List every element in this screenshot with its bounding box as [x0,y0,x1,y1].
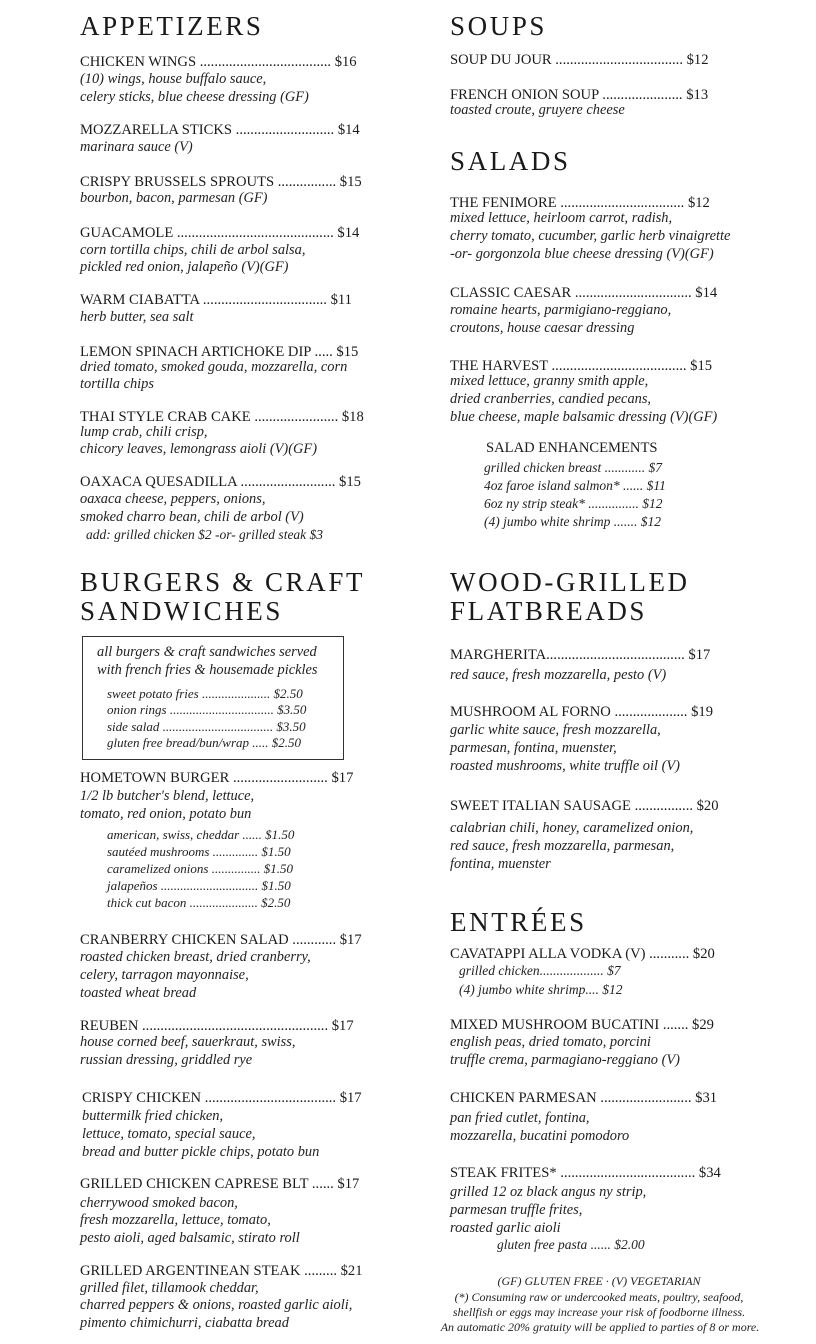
item-description: grilled filet, tillamook cheddar, [80,1280,259,1296]
item-description: pickled red onion, jalapeño (V)(GF) [80,259,289,275]
item-addon-note: add: grilled chicken $2 -or- grilled steak $3 [86,527,324,542]
item-description: mozzarella, bucatini pomodoro [450,1128,630,1144]
item-description: toasted wheat bread [80,985,197,1001]
item-brussels-sprouts: CRISPY BRUSSELS SPROUTS ................ $15 [80,174,362,190]
item-description: buttermilk fried chicken, [82,1108,224,1124]
burger-addon: american, swiss, cheddar ...... $1.50 [107,827,295,842]
item-description: lump crab, chili crisp, [80,424,208,440]
item-mushroom-bucatini: MIXED MUSHROOM BUCATINI ....... $29 [450,1017,714,1033]
item-description: cherrywood smoked bacon, [80,1195,238,1211]
item-margherita: MARGHERITA...................................... $17 [450,647,711,663]
heading-burgers-line1: BURGERS & CRAFT [80,567,366,597]
entree-addon: gluten free pasta ...... $2.00 [497,1237,645,1252]
item-description: parmesan truffle frites, [450,1202,583,1218]
item-description: red sauce, fresh mozzarella, pesto (V) [450,667,667,683]
box-note: all burgers & craft sandwiches served [97,644,317,660]
item-sweet-italian-sausage: SWEET ITALIAN SAUSAGE ................ $20 [450,798,719,814]
heading-flatbreads-line1: WOOD-GRILLED [450,567,690,597]
item-description: -or- gorgonzola blue cheese dressing (V)(GF) [450,246,714,262]
item-description: grilled 12 oz black angus ny strip, [450,1184,647,1200]
side-option: side salad .................................. $3.50 [107,719,306,734]
enhancement-option: 4oz faroe island salmon* ...... $11 [484,478,666,493]
item-french-onion-soup: FRENCH ONION SOUP ...................... $13 [450,87,709,103]
item-description: garlic white sauce, fresh mozzarella, [450,722,661,738]
item-description: pimento chimichurri, ciabatta bread [80,1315,289,1331]
heading-salads: SALADS [450,146,571,176]
heading-burgers-line2: SANDWICHES [80,596,284,626]
burger-addon: jalapeños .............................. $1.50 [107,878,291,893]
food-safety-notice: (*) Consuming raw or undercooked meats, poultry, seafood, [454,1290,744,1304]
side-option: gluten free bread/bun/wrap ..... $2.50 [107,735,302,750]
item-description: fontina, muenster [450,856,551,872]
burger-addon: sautéed mushrooms .............. $1.50 [107,844,291,859]
item-description: fresh mozzarella, lettuce, tomato, [80,1212,271,1228]
item-description: mixed lettuce, granny smith apple, [450,373,649,389]
item-description: red sauce, fresh mozzarella, parmesan, [450,838,675,854]
item-description: chicory leaves, lemongrass aioli (V)(GF) [80,441,317,457]
item-description: charred peppers & onions, roasted garlic aioli, [80,1297,353,1313]
item-description: truffle crema, parmagiano-reggiano (V) [450,1052,680,1068]
burger-addon: thick cut bacon ..................... $2.50 [107,895,291,910]
item-steak-frites: STEAK FRITES* ..................................... $34 [450,1165,721,1181]
item-description: parmesan, fontina, muenster, [450,740,617,756]
burger-addon: caramelized onions ............... $1.50 [107,861,293,876]
heading-entrees: ENTRÉES [450,907,587,937]
item-reuben: REUBEN ................................................... $17 [80,1018,354,1034]
item-description: corn tortilla chips, chili de arbol salsa, [80,242,306,258]
item-description: celery sticks, blue cheese dressing (GF) [80,89,309,105]
item-description: russian dressing, griddled rye [80,1052,253,1068]
item-cranberry-chicken-salad: CRANBERRY CHICKEN SALAD ............ $17 [80,932,362,948]
entree-addon: grilled chicken................... $7 [459,963,621,978]
item-description: dried tomato, smoked gouda, mozzarella, corn [80,359,348,375]
item-description: mixed lettuce, heirloom carrot, radish, [450,210,673,226]
item-warm-ciabatta: WARM CIABATTA .................................. $11 [80,292,352,308]
item-description: roasted garlic aioli [450,1220,561,1236]
heading-flatbreads-line2: FLATBREADS [450,596,648,626]
item-oaxaca-quesadilla: OAXACA QUESADILLA .......................... $15 [80,474,361,490]
item-description: smoked charro bean, chili de arbol (V) [80,509,304,525]
item-mozzarella-sticks: MOZZARELLA STICKS ........................... $14 [80,122,360,138]
item-argentinean-steak: GRILLED ARGENTINEAN STEAK ......... $21 [80,1263,363,1279]
item-description: toasted croute, gruyere cheese [450,102,625,118]
item-description: herb butter, sea salt [80,309,194,325]
side-option: onion rings ................................ $3.50 [107,702,307,717]
item-description: blue cheese, maple balsamic dressing (V)(GF) [450,409,718,425]
item-description: pan fried cutlet, fontina, [450,1110,590,1126]
item-chicken-wings: CHICKEN WINGS .................................... $16 [80,54,357,70]
item-chicken-parmesan: CHICKEN PARMESAN ......................... $31 [450,1090,718,1106]
item-description: bread and butter pickle chips, potato bun [82,1144,320,1160]
item-description: 1/2 lb butcher's blend, lettuce, [80,788,255,804]
item-description: roasted mushrooms, white truffle oil (V) [450,758,680,774]
item-description: dried cranberries, candied pecans, [450,391,652,407]
item-soup-du-jour: SOUP DU JOUR ................................... $12 [450,52,709,68]
enhancement-option: grilled chicken breast ............ $7 [484,460,662,475]
item-caprese-blt: GRILLED CHICKEN CAPRESE BLT ...... $17 [80,1176,360,1192]
item-description: (10) wings, house buffalo sauce, [80,71,267,87]
food-safety-notice: shellfish or eggs may increase your risk of foodborne illness. [452,1305,746,1319]
entree-addon: (4) jumbo white shrimp.... $12 [459,982,623,997]
side-option: sweet potato fries ..................... $2.50 [107,686,303,701]
dietary-legend: (GF) GLUTEN FREE · (V) VEGETARIAN [497,1274,701,1288]
item-description: roasted chicken breast, dried cranberry, [80,949,311,965]
item-description: romaine hearts, parmigiano-reggiano, [450,302,672,318]
enhancement-option: (4) jumbo white shrimp ....... $12 [484,514,661,529]
item-description: oaxaca cheese, peppers, onions, [80,491,266,507]
item-description: calabrian chili, honey, caramelized onion, [450,820,694,836]
item-classic-caesar: CLASSIC CAESAR ................................ $14 [450,285,718,301]
item-the-fenimore: THE FENIMORE .................................. $12 [450,195,710,211]
gratuity-notice: An automatic 20% gratuity will be applied to parties of 8 or more. [440,1320,760,1334]
item-cavatappi-alla-vodka: CAVATAPPI ALLA VODKA (V) ........... $20 [450,946,715,962]
item-description: croutons, house caesar dressing [450,320,635,336]
item-description: marinara sauce (V) [80,139,193,155]
item-crispy-chicken: CRISPY CHICKEN .................................... $17 [82,1090,362,1106]
sides-box [82,636,344,760]
item-description: cherry tomato, cucumber, garlic herb vinaigrette [450,228,731,244]
item-description: english peas, dried tomato, porcini [450,1034,651,1050]
item-description: tomato, red onion, potato bun [80,806,252,822]
box-note: with french fries & housemade pickles [97,662,318,678]
enhancement-option: 6oz ny strip steak* ............... $12 [484,496,663,511]
salad-enhancements-title: SALAD ENHANCEMENTS [486,440,658,456]
item-description: lettuce, tomato, special sauce, [82,1126,256,1142]
item-crab-cake: THAI STYLE CRAB CAKE ....................... $18 [80,409,364,425]
item-description: tortilla chips [80,376,154,392]
item-description: house corned beef, sauerkraut, swiss, [80,1034,296,1050]
item-description: bourbon, bacon, parmesan (GF) [80,190,268,206]
item-artichoke-dip: LEMON SPINACH ARTICHOKE DIP ..... $15 [80,344,359,360]
heading-appetizers: APPETIZERS [80,11,264,41]
item-description: pesto aioli, aged balsamic, stirato roll [80,1230,300,1246]
item-the-harvest: THE HARVEST ..................................... $15 [450,358,713,374]
item-hometown-burger: HOMETOWN BURGER .......................... $17 [80,770,354,786]
item-description: celery, tarragon mayonnaise, [80,967,249,983]
item-mushroom-al-forno: MUSHROOM AL FORNO .................... $19 [450,704,713,720]
heading-soups: SOUPS [450,11,548,41]
item-guacamole: GUACAMOLE ........................................... $14 [80,225,360,241]
